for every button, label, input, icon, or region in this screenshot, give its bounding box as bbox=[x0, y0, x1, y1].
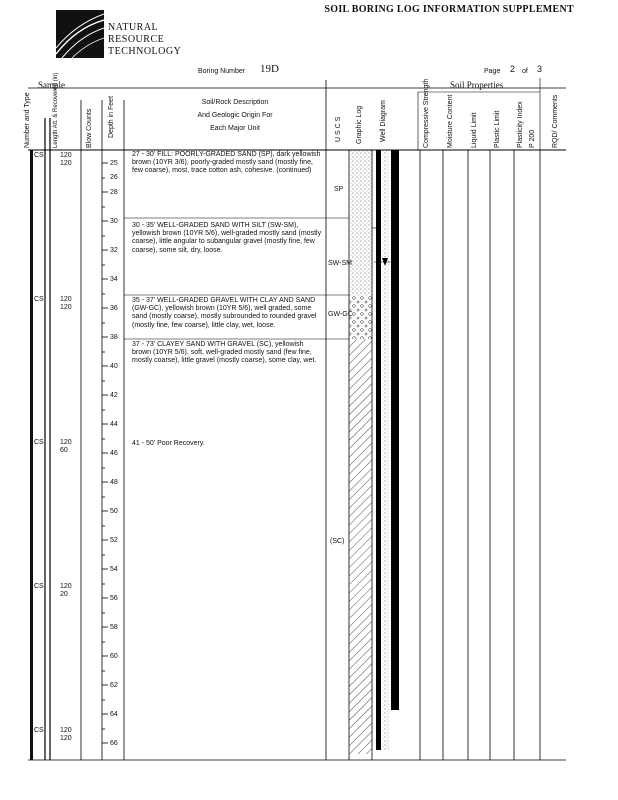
unit-description: 27 - 30' FILL: POORLY-GRADED SAND (SP), dark yellowish brown (10YR 3/6), poorly-graded mostly sand (mostly fine, few coarse), most, trace cotton ash, cohesive. (continued) bbox=[132, 151, 321, 175]
depth-label: 52 bbox=[110, 537, 118, 544]
depth-label: 26 bbox=[110, 174, 118, 181]
unit-description: 35 - 37' WELL-GRADED GRAVEL WITH CLAY AND SAND (GW-GC), yellowish brown (10YR 5/6), well graded, some sand (mostly coarse), mostly subrounded to rounded gravel (mostly fine, few coarse), little clay, wet, loose. bbox=[132, 297, 317, 329]
depth-label: 50 bbox=[110, 508, 118, 515]
prop-p200: P 200 bbox=[529, 129, 536, 148]
well-diagram-header: Well Diagram bbox=[380, 100, 387, 142]
prop-rqd-comments: RQD/ Comments bbox=[552, 94, 559, 148]
prop-compressive-strength: Compressive Strength bbox=[423, 78, 430, 148]
unit-description: 41 - 50' Poor Recovery. bbox=[132, 440, 205, 447]
description-header-line-3: Each Major Unit bbox=[210, 125, 260, 132]
number-type-header: Number and Type bbox=[24, 92, 31, 148]
sample-type: CS bbox=[34, 296, 44, 303]
description-header-line-2: And Geologic Origin For bbox=[197, 112, 273, 119]
sample-length: 120 bbox=[60, 727, 72, 734]
prop-liquid-limit: Liquid Limit bbox=[471, 112, 478, 148]
unit-description: 37 - 73' CLAYEY SAND WITH GRAVEL (SC), yellowish brown (10YR 5/6), soft, well-graded mostly sand (few fine, mostly coarse), little gravel (mostly coarse), some clay, wet. bbox=[132, 341, 317, 365]
description-header-line-1: Soil/Rock Description bbox=[201, 99, 269, 106]
company-line-1: NATURAL bbox=[108, 22, 159, 33]
uscs-label: SP bbox=[334, 186, 344, 193]
sample-length: 120 bbox=[60, 439, 72, 446]
sample-length: 120 bbox=[60, 152, 72, 159]
depth-label: 42 bbox=[110, 392, 118, 399]
graphic-log-header: Graphic Log bbox=[356, 105, 363, 144]
depth-label: 46 bbox=[110, 450, 118, 457]
sample-header: Sample bbox=[38, 80, 65, 90]
boring-number: 19D bbox=[260, 63, 279, 75]
uscs-label: (SC) bbox=[330, 538, 345, 545]
sample-recovered: 20 bbox=[60, 591, 68, 598]
depth-label: 38 bbox=[110, 334, 118, 341]
company-line-3: TECHNOLOGY bbox=[108, 46, 182, 57]
company-logo bbox=[56, 10, 104, 58]
page-number: 2 bbox=[510, 64, 516, 74]
boring-number-label: Boring Number bbox=[198, 68, 246, 75]
description-header bbox=[175, 96, 295, 135]
uscs-header: U S C S bbox=[335, 116, 342, 142]
page-of: of bbox=[522, 68, 528, 75]
depth-label: 30 bbox=[110, 218, 118, 225]
sample-type: CS bbox=[34, 439, 44, 446]
sample-recovered: 120 bbox=[60, 160, 72, 167]
page-title: SOIL BORING LOG INFORMATION SUPPLEMENT bbox=[324, 4, 574, 15]
unit-description: 30 - 35' WELL-GRADED SAND WITH SILT (SW-SM), yellowish brown (10YR 5/6), well-graded mostly sand (mostly coarse), little angular to subangular gravel (mostly fine, few coarse), some silt, dry, loose. bbox=[132, 222, 322, 254]
company-line-2: RESOURCE bbox=[108, 34, 165, 45]
depth-label: 25 bbox=[110, 160, 118, 167]
sample-type: CS bbox=[34, 727, 44, 734]
sample-recovered: 60 bbox=[60, 447, 68, 454]
length-recovered-header: Length Att. & Recovered (in) bbox=[53, 72, 59, 148]
depth-label: 54 bbox=[110, 566, 118, 573]
depth-label: 60 bbox=[110, 653, 118, 660]
depth-label: 28 bbox=[110, 189, 118, 196]
depth-label: 40 bbox=[110, 363, 118, 370]
depth-label: 48 bbox=[110, 479, 118, 486]
page-label: Page bbox=[484, 68, 501, 75]
depth-label: 32 bbox=[110, 247, 118, 254]
sample-length: 120 bbox=[60, 583, 72, 590]
soil-properties-header: Soil Properties bbox=[450, 80, 504, 90]
depth-label: 58 bbox=[110, 624, 118, 631]
depth-label: 56 bbox=[110, 595, 118, 602]
depth-label: 66 bbox=[110, 740, 118, 747]
sample-recovered: 120 bbox=[60, 735, 72, 742]
sample-recovered: 120 bbox=[60, 304, 72, 311]
depth-label: 62 bbox=[110, 682, 118, 689]
company-name bbox=[108, 22, 181, 58]
prop-plastic-limit: Plastic Limit bbox=[494, 110, 501, 148]
depth-label: 64 bbox=[110, 711, 118, 718]
depth-label: 44 bbox=[110, 421, 118, 428]
uscs-label: SW-SM bbox=[328, 260, 352, 267]
depth-header: Depth in Feet bbox=[108, 95, 115, 138]
sample-type: CS bbox=[34, 152, 44, 159]
uscs-label: GW-GC bbox=[328, 311, 353, 318]
sample-type: CS bbox=[34, 583, 44, 590]
sample-length: 120 bbox=[60, 296, 72, 303]
blow-counts-header: Blow Counts bbox=[86, 108, 93, 148]
prop-plasticity-index: Plasticity Index bbox=[517, 101, 524, 148]
depth-label: 36 bbox=[110, 305, 118, 312]
depth-label: 34 bbox=[110, 276, 118, 283]
page-total: 3 bbox=[537, 64, 543, 74]
prop-moisture-content: Moisture Content bbox=[447, 94, 454, 148]
